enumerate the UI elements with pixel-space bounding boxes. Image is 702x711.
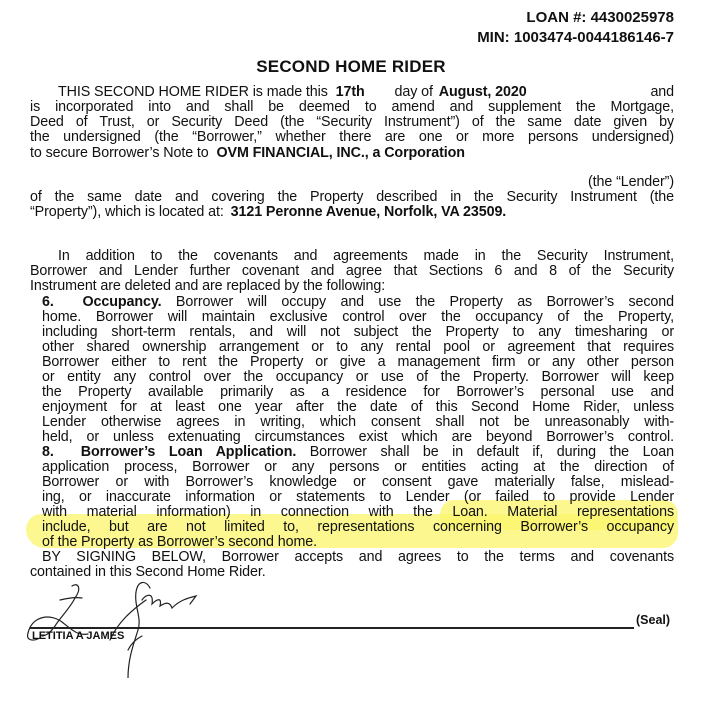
intro-text: to secure Borrower’s Note to	[30, 145, 209, 161]
intro-line-6: (the “Lender”)	[587, 174, 674, 190]
section-8-line: ing, or inaccurate information or statements to Lender (or failed to provide Lender	[42, 489, 674, 505]
signer-name: LETITIA A JAMES	[32, 630, 125, 642]
intro-text: “Property”), which is located at:	[30, 204, 224, 220]
section-6-line: Borrower either to rent the Property or give a management firm or any other person	[42, 354, 674, 370]
signature-line	[30, 627, 634, 629]
loan-identifiers	[477, 8, 674, 48]
section-text: Borrower shall be in default if, during the Loan	[309, 444, 674, 460]
intro-line-7: of the same date and covering the Property described in the Security Instrument (the	[30, 189, 674, 205]
section-6-line: home. Borrower will maintain exclusive control over the occupancy of the Property,	[42, 309, 674, 325]
section-6-line: Lender otherwise agrees in writing, which consent shall not be unreasonably with-	[42, 414, 674, 430]
section-8-line: application process, Borrower or any persons or entities acting at the direction of	[42, 459, 674, 475]
section-6-line: or entity any control over the occupancy or use of the Property. Borrower will keep	[42, 369, 674, 385]
section-6-line: held, or unless extenuating circumstances exist which are beyond Borrower’s control.	[42, 429, 674, 445]
intro-text: day of	[394, 84, 433, 100]
intro-line-2: is incorporated into and shall be deemed to amend and supplement the Mortgage,	[30, 99, 674, 115]
loan-number: LOAN #: 4430025978	[526, 9, 674, 26]
section-6-line: the Property available primarily as a residence for Borrower’s personal use and	[42, 384, 674, 400]
covenants-line-2: Borrower and Lender further covenant and agree that Sections 6 and 8 of the Security	[30, 263, 674, 279]
section-8-line: with material information) in connection with the Loan. Material representations	[42, 504, 674, 520]
section-6-heading: 6. Occupancy.	[42, 294, 162, 310]
closing-line-1: BY SIGNING BELOW, Borrower accepts and agrees to the terms and covenants	[42, 549, 674, 565]
rider-day: 17th	[335, 84, 365, 100]
section-8-heading: 8. Borrower’s Loan Application.	[42, 444, 297, 460]
covenants-line-3: Instrument are deleted and are replaced by the following:	[30, 278, 386, 294]
intro-line-4: the undersigned (the “Borrower,” whether there are one or more persons undersigned)	[30, 129, 674, 145]
section-8-line: include, but are not limited to, representations concerning Borrower’s occupancy	[42, 519, 674, 535]
property-address: 3121 Peronne Avenue, Norfolk, VA 23509.	[230, 204, 507, 220]
intro-line-3: Deed of Trust, or Security Deed (the “Security Instrument”) of the same date given by	[30, 114, 674, 130]
section-8-line: Borrower or with Borrower’s knowledge or consent gave materially false, mislead-	[42, 474, 674, 490]
document-title: SECOND HOME RIDER	[256, 57, 446, 76]
intro-line-5	[30, 146, 465, 161]
section-6-line-1	[42, 295, 674, 310]
section-text: Borrower will occupy and use the Property as Borrower’s second	[175, 294, 674, 310]
rider-month-year: August, 2020	[438, 84, 527, 100]
intro-line-8	[30, 205, 506, 220]
section-6-line: other shared ownership arrangement or to any rental pool or agreement that requires	[42, 339, 674, 355]
section-8-line: of the Property as Borrower’s second home.	[42, 534, 317, 550]
section-6-line: enjoyment for at least one year after the date of this Second Home Rider, unless	[42, 399, 674, 415]
seal-label: (Seal)	[636, 613, 671, 627]
closing-line-2: contained in this Second Home Rider.	[30, 564, 266, 580]
intro-text: THIS SECOND HOME RIDER is made this	[58, 84, 328, 100]
covenants-line-1: In addition to the covenants and agreements made in the Security Instrument,	[58, 248, 674, 264]
intro-text: and	[650, 84, 674, 100]
lender-name: OVM FINANCIAL, INC., a Corporation	[216, 145, 465, 161]
section-8-line-1	[42, 445, 674, 460]
intro-line-1	[58, 85, 674, 100]
section-6-line: including short-term rentals, and will not subject the Property to any timesharing or	[42, 324, 674, 340]
min-number: MIN: 1003474-0044186146-7	[477, 29, 674, 46]
